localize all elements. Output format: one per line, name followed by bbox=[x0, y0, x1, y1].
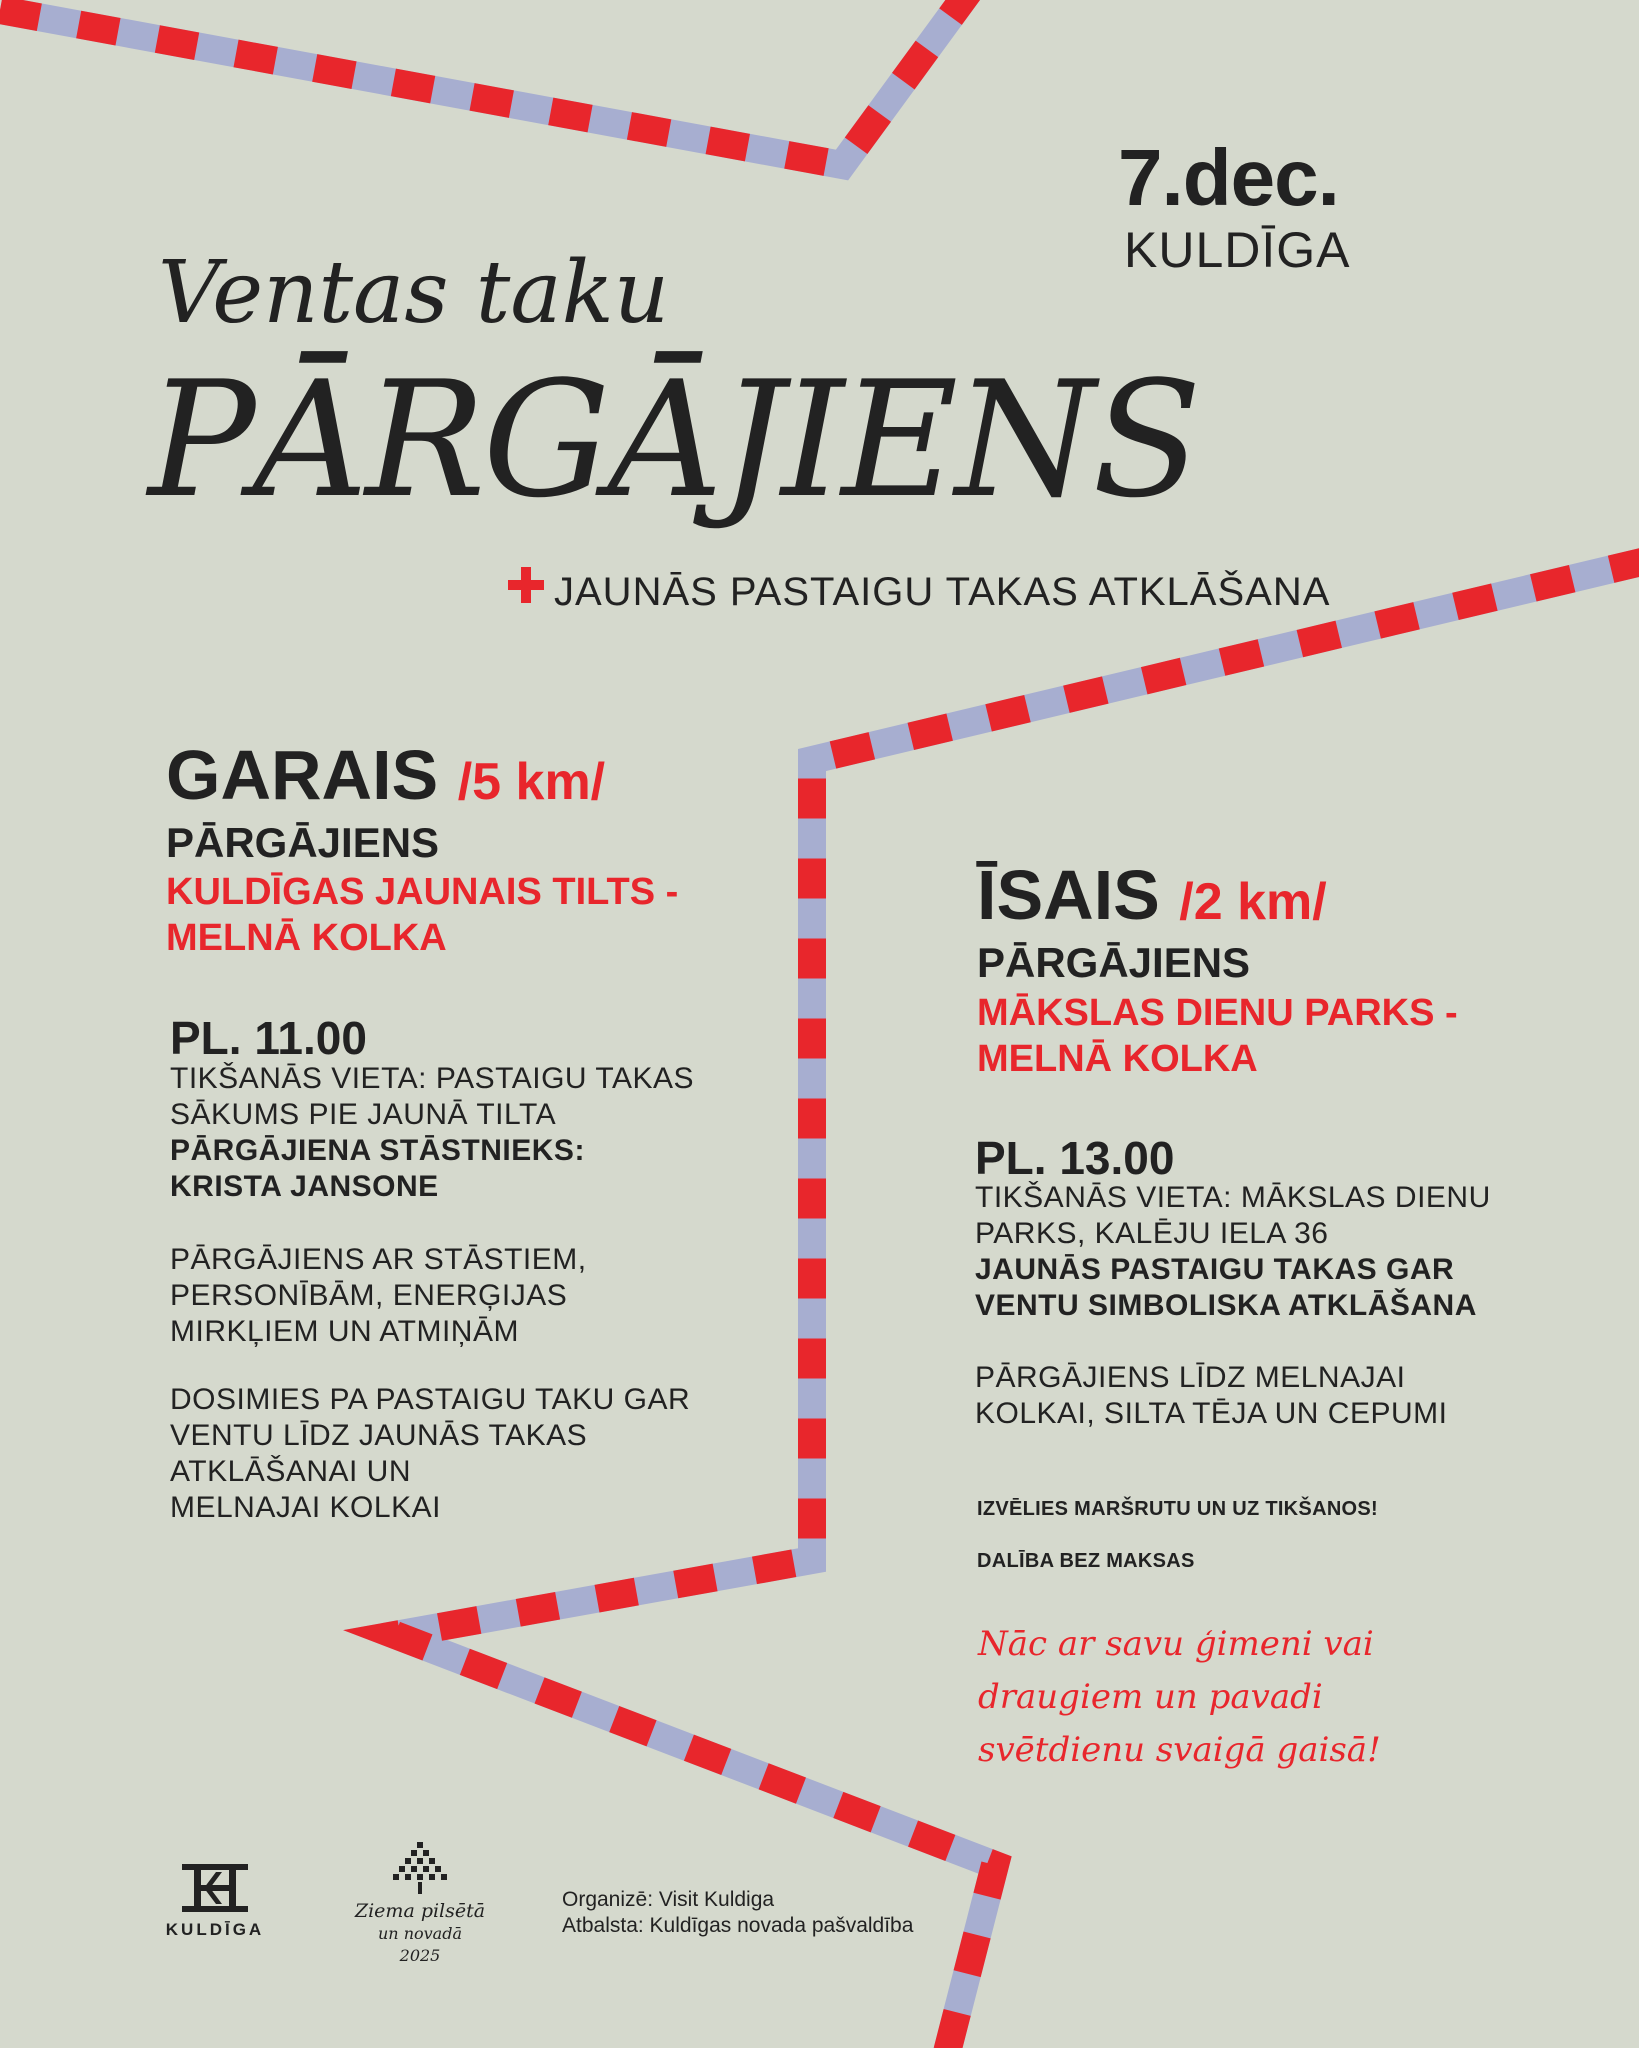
title-line2: PĀRGĀJIENS bbox=[148, 346, 1199, 533]
ziema-logo-year: 2025 bbox=[399, 1946, 441, 1965]
long-route-meeting bbox=[170, 1061, 694, 1205]
long-route-desc1-line3: MIRKĻIEM UN ATMIŅĀM bbox=[170, 1315, 519, 1348]
title-line1: Ventas taku bbox=[158, 243, 670, 343]
long-route-meeting-line2: SĀKUMS PIE JAUNĀ TILTA bbox=[170, 1098, 557, 1131]
short-route-path-line1: MĀKSLAS DIENU PARKS - bbox=[977, 992, 1458, 1034]
long-route-desc2-line1: DOSIMIES PA PASTAIGU TAKU GAR bbox=[170, 1383, 691, 1416]
short-route-heading bbox=[977, 856, 1327, 934]
short-route-meeting-line2: PARKS, KALĒJU IELA 36 bbox=[975, 1217, 1329, 1250]
short-route-highlight-line1: JAUNĀS PASTAIGU TAKAS GAR bbox=[975, 1253, 1455, 1286]
trail-top bbox=[0, 0, 970, 165]
short-route-time: PL. 13.00 bbox=[975, 1132, 1175, 1184]
note-choose-route: IZVĒLIES MARŠRUTU UN UZ TIKŠANOS! bbox=[977, 1498, 1379, 1520]
event-city: KULDĪGA bbox=[1124, 222, 1351, 278]
long-route-heading bbox=[166, 736, 606, 814]
ziema-logo-line2: un novadā bbox=[378, 1924, 462, 1943]
plus-icon bbox=[508, 566, 548, 606]
note-free-participation: DALĪBA BEZ MAKSAS bbox=[977, 1550, 1195, 1572]
cta-line3: svētdienu svaigā gaisā! bbox=[978, 1730, 1381, 1770]
long-route-meeting-line1: TIKŠANĀS VIETA: PASTAIGU TAKAS bbox=[170, 1062, 695, 1095]
long-route-desc2-line2: VENTU LĪDZ JAUNĀS TAKAS bbox=[170, 1419, 588, 1452]
short-route-highlight-line2: VENTU SIMBOLISKA ATKLĀŠANA bbox=[975, 1289, 1477, 1322]
short-route-meeting bbox=[975, 1180, 1491, 1324]
long-route-path bbox=[166, 869, 678, 961]
long-route-path-line1: KULDĪGAS JAUNAIS TILTS - bbox=[166, 871, 679, 913]
subtitle: JAUNĀS PASTAIGU TAKAS ATKLĀŠANA bbox=[554, 570, 1331, 614]
organizer: Organizē: Visit Kuldiga bbox=[562, 1888, 775, 1911]
kuldiga-logo-text: KULDĪGA bbox=[165, 1920, 265, 1939]
tree-icon bbox=[390, 1840, 450, 1896]
long-route-label: PĀRGĀJIENS bbox=[166, 819, 440, 866]
long-route-desc2-line4: MELNAJAI KOLKAI bbox=[170, 1491, 441, 1524]
long-route-desc1-line1: PĀRGĀJIENS AR STĀSTIEM, bbox=[170, 1243, 587, 1276]
long-route-distance: /5 km/ bbox=[457, 753, 606, 811]
long-route-path-line2: MELNĀ KOLKA bbox=[166, 917, 447, 959]
long-route-name: GARAIS bbox=[166, 736, 439, 814]
long-route-time: PL. 11.00 bbox=[170, 1012, 367, 1064]
short-route-path bbox=[977, 990, 1458, 1082]
ziema-logo-line1: Ziema pilsētā bbox=[354, 1900, 486, 1922]
long-route-desc1-line2: PERSONĪBĀM, ENERĢIJAS bbox=[170, 1279, 568, 1312]
short-route-distance: /2 km/ bbox=[1179, 873, 1327, 931]
long-route-description-2 bbox=[170, 1382, 690, 1526]
long-route-storyteller-label: PĀRGĀJIENA STĀSTNIEKS: bbox=[170, 1134, 585, 1167]
cta-line1: Nāc ar savu ģimeni vai bbox=[978, 1624, 1374, 1664]
long-route-description bbox=[170, 1242, 587, 1350]
long-route-storyteller-name: KRISTA JANSONE bbox=[170, 1170, 439, 1203]
kuldiga-mark-icon bbox=[160, 1860, 270, 1916]
call-to-action bbox=[978, 1618, 1381, 1777]
short-route-description bbox=[975, 1360, 1447, 1432]
long-route-desc2-line3: ATKLĀŠANAI UN bbox=[170, 1455, 412, 1488]
kuldiga-logo bbox=[160, 1860, 270, 1939]
short-route-meeting-line1: TIKŠANĀS VIETA: MĀKSLAS DIENU bbox=[975, 1181, 1491, 1214]
supporter: Atbalsta: Kuldīgas novada pašvaldība bbox=[562, 1914, 914, 1937]
short-route-path-line2: MELNĀ KOLKA bbox=[977, 1038, 1258, 1080]
ziema-logo bbox=[340, 1840, 500, 1965]
short-route-desc-line1: PĀRGĀJIENS LĪDZ MELNAJAI bbox=[975, 1361, 1406, 1394]
credits bbox=[562, 1887, 913, 1939]
short-route-desc-line2: KOLKAI, SILTA TĒJA UN CEPUMI bbox=[975, 1397, 1448, 1430]
event-date: 7.dec. bbox=[1118, 133, 1339, 222]
short-route-label: PĀRGĀJIENS bbox=[977, 939, 1251, 986]
cta-line2: draugiem un pavadi bbox=[978, 1677, 1323, 1717]
short-route-name: ĪSAIS bbox=[977, 856, 1160, 934]
